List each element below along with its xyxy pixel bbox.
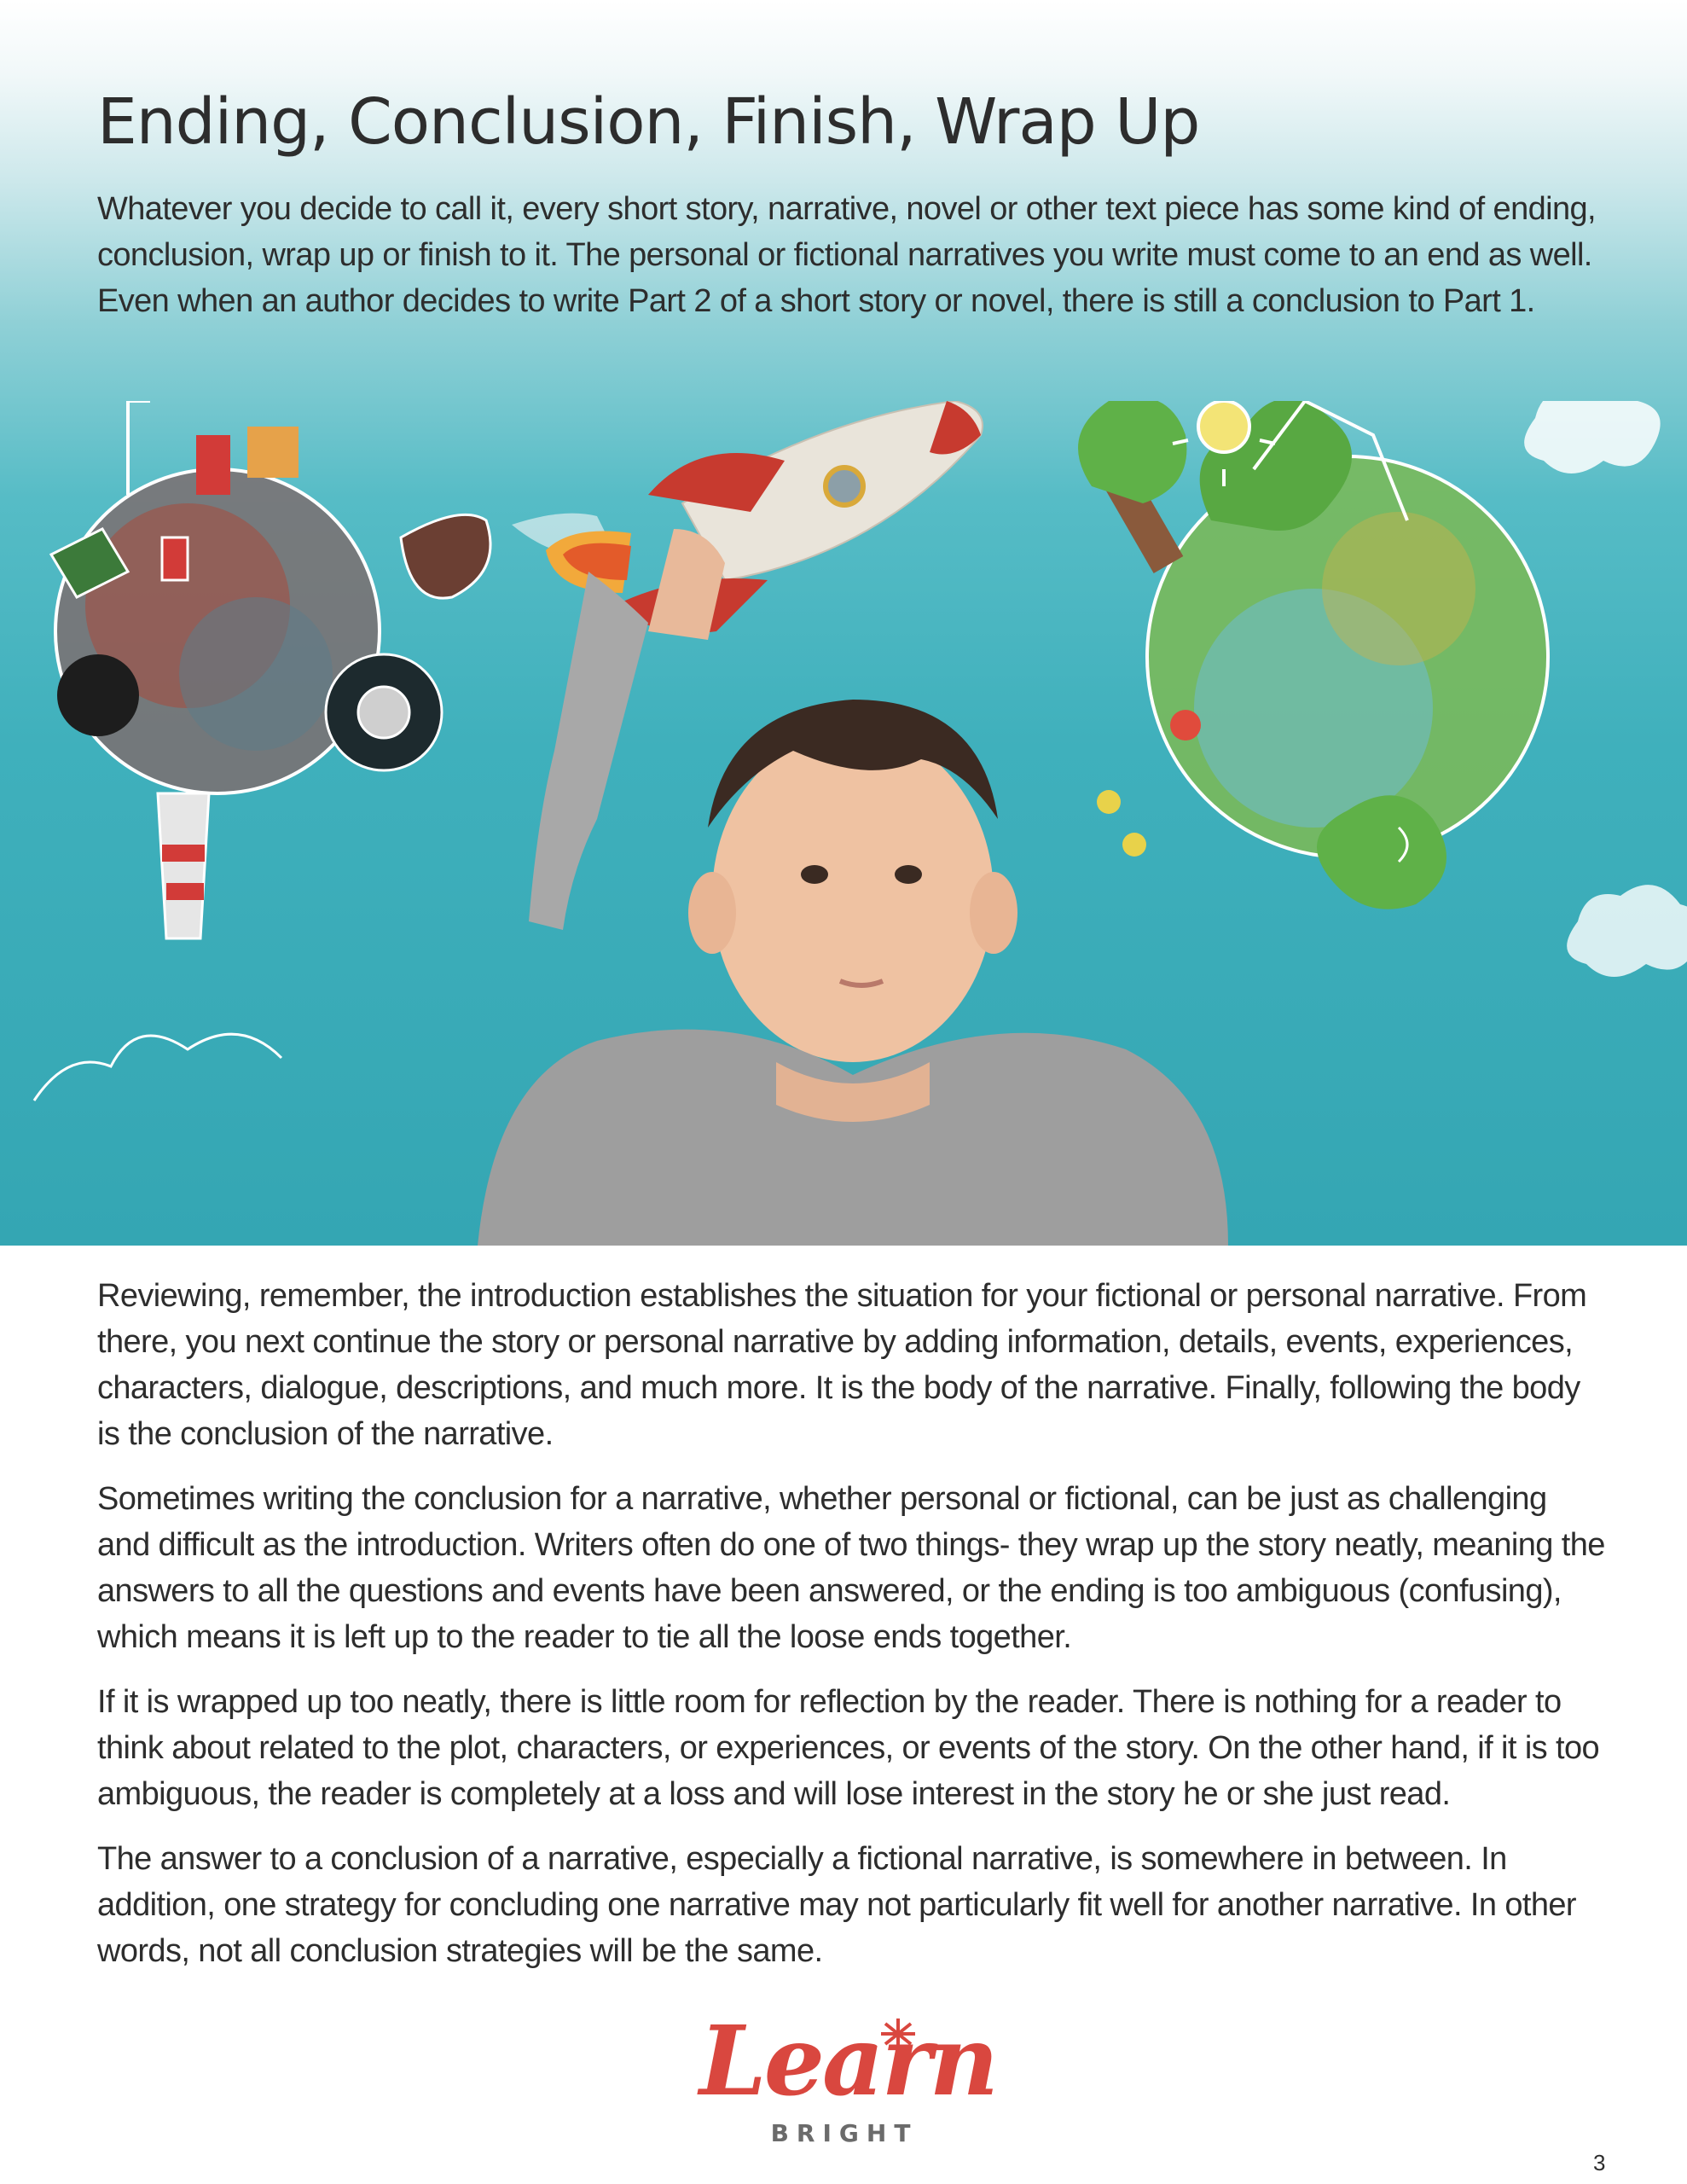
intro-paragraph: Whatever you decide to call it, every short story, narrative, novel or other text piece has some kind of ending, conclusion, wrap up or finish to it. The personal or fictional narratives you write must come to an end as well. Even when an author decides to write Part 2 of a short story or novel, there is still a conclusion to Part 1. (97, 191, 1597, 319)
logo-subtitle: BRIGHT (770, 2119, 919, 2147)
rocket-icon (512, 401, 983, 633)
paragraph-in-between: The answer to a conclusion of a narrative, especially a fictional narrative, is somewhere in between. In addition, one strategy for concluding one narrative may not particularly fit well for another narrative. In other words, not all conclusion strategies will be the same. (97, 1841, 1576, 1969)
child-figure (478, 529, 1228, 1246)
page-title: Ending, Conclusion, Finish, Wrap Up (97, 85, 1200, 159)
paragraph-wrapped-up: If it is wrapped up too neatly, there is little room for reflection by the reader. There is nothing for a reader to think about related to the plot, characters, or experiences, or events of the story. On the other hand, if it is too ambiguous, the reader is completely at a loss and will lose interest in the story he or she just read. (97, 1684, 1600, 1812)
hero-illustration (0, 401, 1687, 1246)
green-planet-icon (1078, 401, 1548, 909)
page-number: 3 (1593, 2150, 1606, 2175)
body-text (97, 1273, 1607, 1993)
cloud-icon (1524, 401, 1687, 977)
paragraph-challenge: Sometimes writing the conclusion for a narrative, whether personal or fictional, can be just as challenging and difficult as the introduction. Writers often do one of two things- they wrap up the story neatly, meaning the answers to all the questions and events have been answered, or the ending is too ambiguous (confusing), which means it is left up to the reader to tie all the loose ends together. (97, 1481, 1605, 1655)
learn-bright-logo (699, 2006, 997, 2160)
logo-word: Learn (699, 2006, 997, 2117)
sparkle-icon (877, 2017, 919, 2051)
polluted-planet-icon (34, 401, 490, 1101)
paragraph-review: Reviewing, remember, the introduction establishes the situation for your fictional or personal narrative. From there, you next continue the story or personal narrative by adding information, details, events, experiences, characters, dialogue, descriptions, and much more. It is the body of the narrative. Finally, following the body is the conclusion of the narrative. (97, 1278, 1587, 1452)
